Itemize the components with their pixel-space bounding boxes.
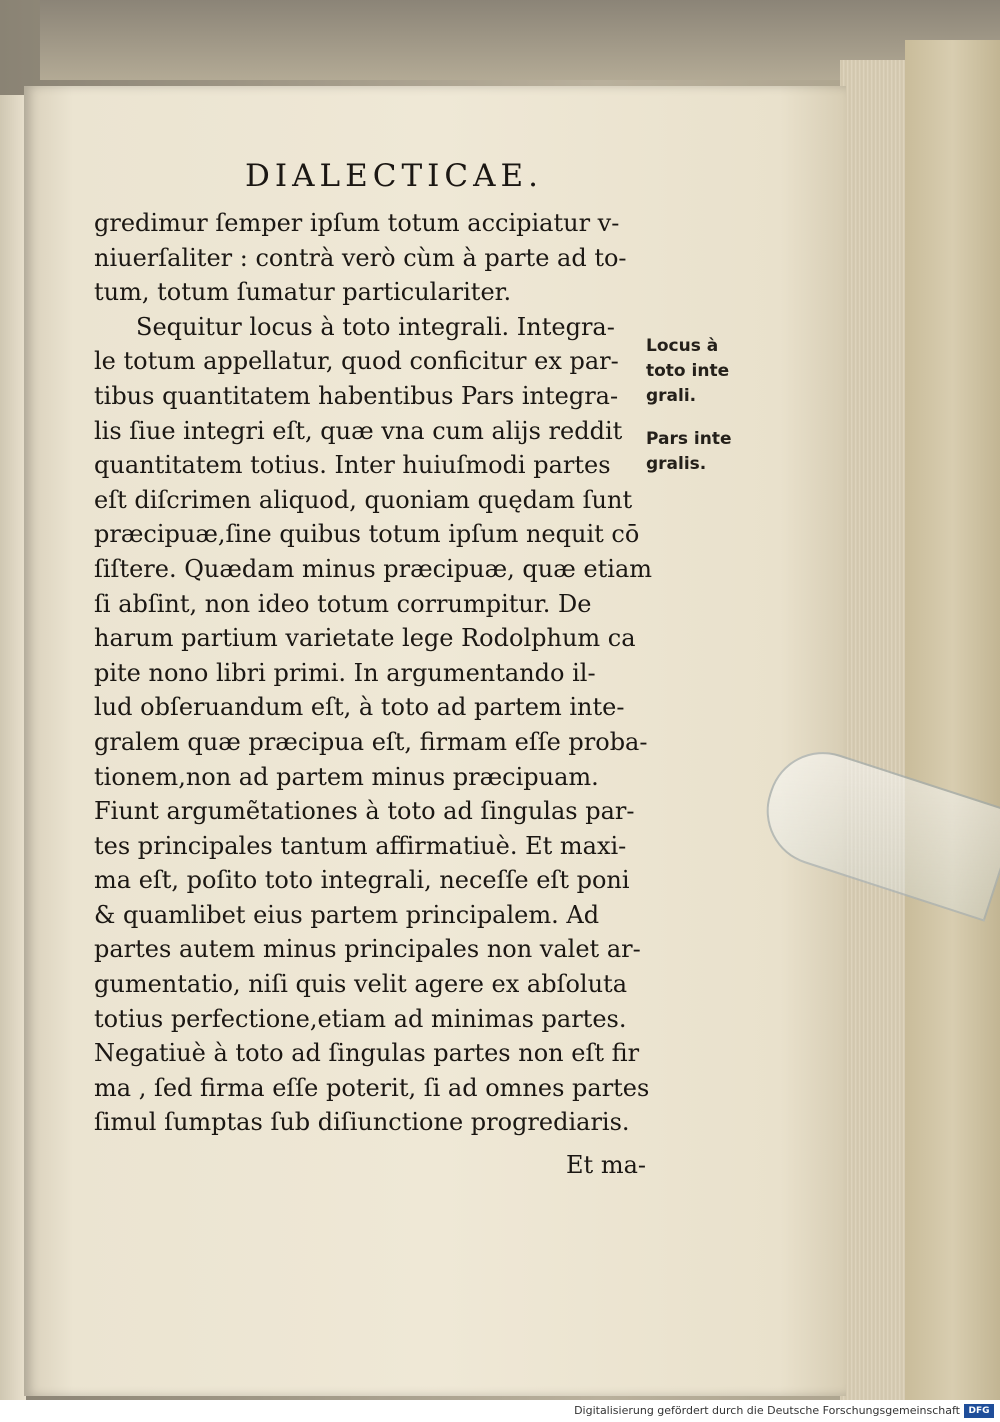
funding-credit: Digitalisierung gefördert durch die Deutsche Forschungsgemeinschaft <box>574 1404 960 1417</box>
text-line: totius perfectione,etiam ad minimas partes. <box>94 1004 627 1033</box>
page-text-block <box>94 156 654 1183</box>
text-line: tionem,non ad partem minus præcipuam. <box>94 762 599 791</box>
body-text <box>94 206 654 1140</box>
text-line: ma , ſed firma eſſe poterit, ſi ad omnes partes <box>94 1073 650 1102</box>
text-line: tibus quantitatem habentibus Pars integra- <box>94 381 619 410</box>
text-line: ſi abſint, non ideo totum corrumpitur. De <box>94 589 592 618</box>
margin-note-pars <box>646 427 766 477</box>
text-line: præcipuæ,ſine quibus totum ipſum nequit cō <box>94 520 640 549</box>
text-line: ſiſtere. Quædam minus præcipuæ, quæ etiam <box>94 554 653 583</box>
margin-note-line: Pars inte <box>646 429 732 449</box>
margin-notes <box>646 334 766 495</box>
text-line: ſimul ſumptas ſub diſiunctione progrediaris. <box>94 1108 630 1137</box>
text-line: gralem quæ præcipua eſt, firmam eſſe proba- <box>94 727 648 756</box>
text-line: tum, totum ſumatur particulariter. <box>94 278 512 307</box>
text-line: lud obſeruandum eſt, à toto ad partem inte- <box>94 693 625 722</box>
text-line: tes principales tantum affirmatiuè. Et maxi- <box>94 831 627 860</box>
margin-note-line: gralis. <box>646 454 707 474</box>
text-line: eſt diſcrimen aliquod, quoniam quędam ſunt <box>94 485 633 514</box>
text-line: lis ſiue integri eſt, quæ vna cum alijs reddit <box>94 416 623 445</box>
text-line: le totum appellatur, quod conficitur ex par- <box>94 347 619 376</box>
text-line: harum partium varietate lege Rodolphum ca <box>94 624 636 653</box>
text-line: Fiunt argumẽtationes à toto ad ſingulas par- <box>94 797 635 826</box>
footer-bar <box>0 1400 1000 1422</box>
book-board <box>905 40 1000 1400</box>
left-page-edge <box>0 95 26 1400</box>
margin-note-line: Locus à <box>646 336 719 356</box>
text-line: partes autem minus principales non valet ar- <box>94 935 641 964</box>
book-page <box>24 86 846 1396</box>
text-line: Negatiuè à toto ad ſingulas partes non eſt fir <box>94 1039 640 1068</box>
margin-note-locus <box>646 334 766 409</box>
text-line: Sequitur locus à toto integrali. Integra- <box>136 312 615 341</box>
text-line: niuerſaliter : contrà verò cùm à parte ad to- <box>94 243 627 272</box>
text-line: gredimur ſemper ipſum totum accipiatur v- <box>94 209 620 237</box>
dfg-logo: DFG <box>964 1404 994 1418</box>
text-line: & quamlibet eius partem principalem. Ad <box>94 900 600 929</box>
running-head: DIALECTICAE. <box>245 158 543 194</box>
text-line: gumentatio, niſi quis velit agere ex abſoluta <box>94 970 628 999</box>
margin-note-line: toto inte <box>646 361 730 381</box>
text-line: quantitatem totius. Inter huiuſmodi partes <box>94 451 611 480</box>
margin-note-line: grali. <box>646 386 697 406</box>
text-line: pite nono libri primi. In argumentando il- <box>94 658 596 687</box>
catchword: Et ma- <box>566 1151 646 1180</box>
text-line: ma eſt, poſito toto integrali, neceſſe eſt poni <box>94 866 630 895</box>
